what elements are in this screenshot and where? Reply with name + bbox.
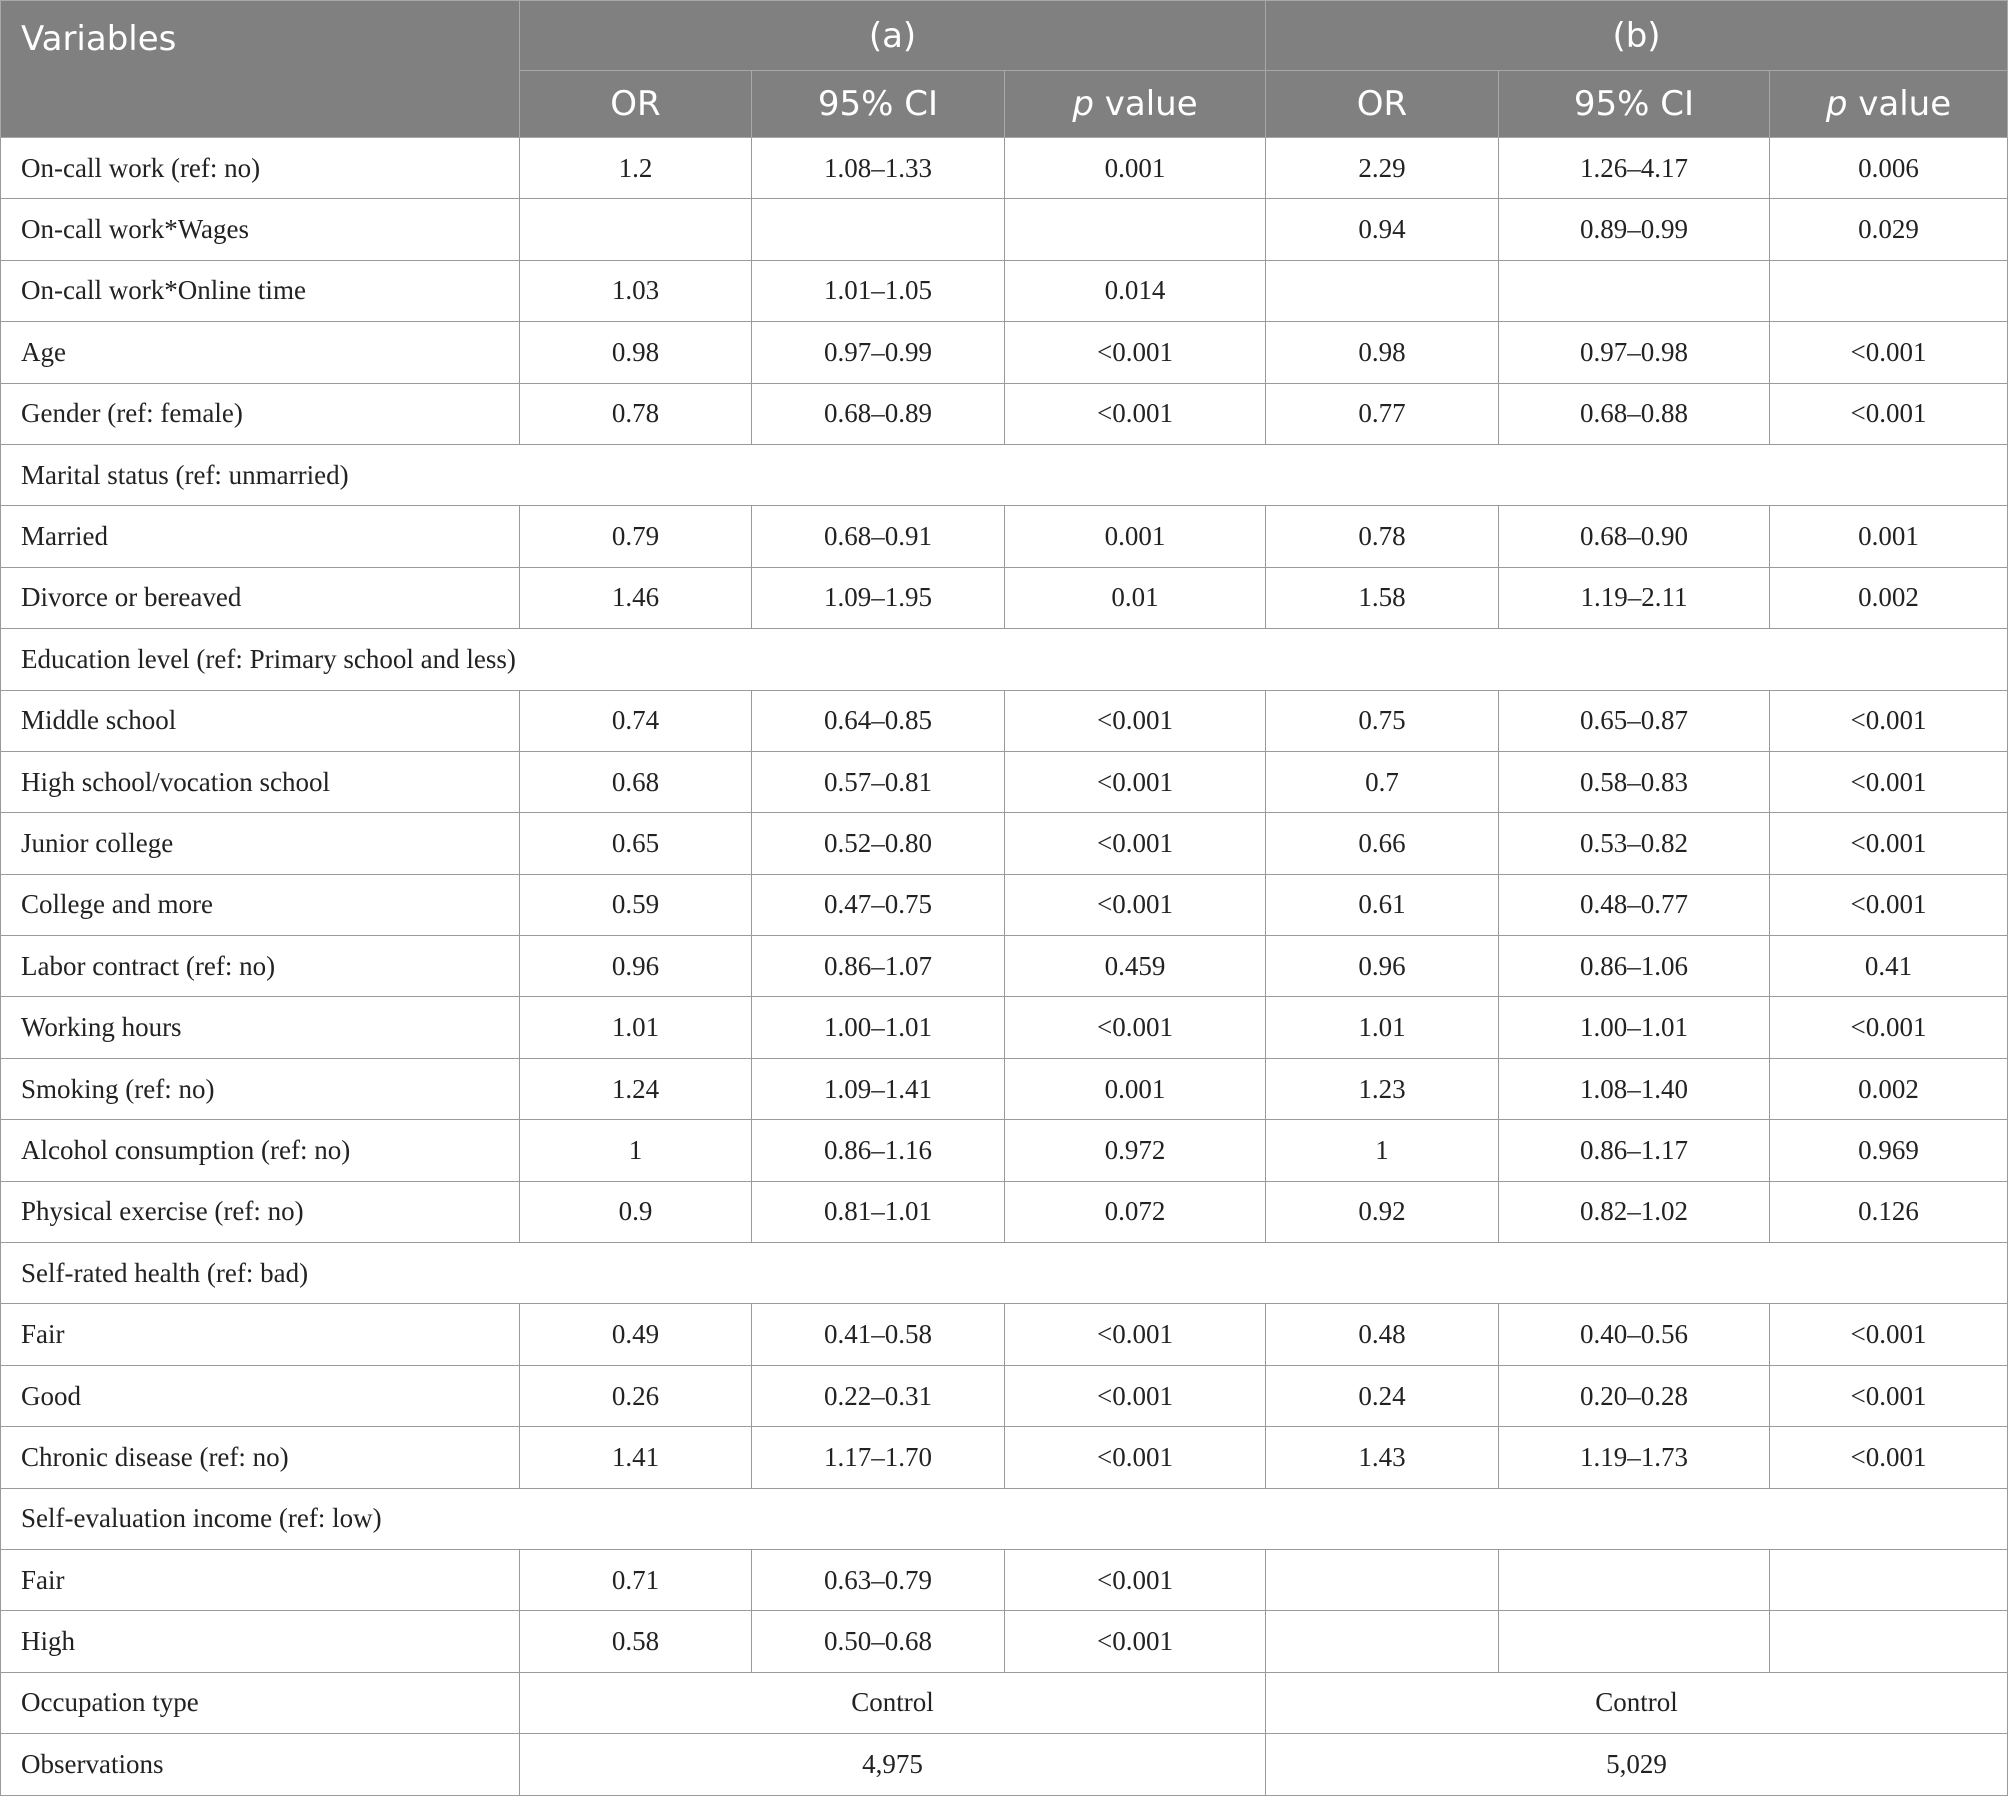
row-label: Age: [1, 322, 520, 383]
cell-p-value-a: <0.001: [1005, 997, 1266, 1058]
cell-p-value-a: 0.001: [1005, 138, 1266, 199]
cell-ci-a: 1.09–1.95: [752, 567, 1005, 628]
cell-ci-a: 0.52–0.80: [752, 813, 1005, 874]
cell-ci-a: 0.41–0.58: [752, 1304, 1005, 1365]
cell-or-b: 1.43: [1266, 1427, 1499, 1488]
cell-ci-b: 0.68–0.88: [1499, 383, 1770, 444]
cell-or-a: 1.01: [520, 997, 752, 1058]
cell-ci-a: 0.68–0.91: [752, 506, 1005, 567]
cell-p-value-a: <0.001: [1005, 383, 1266, 444]
section-label: Marital status (ref: unmarried): [1, 444, 2008, 505]
row-label: Working hours: [1, 997, 520, 1058]
header-group-a: (a): [520, 1, 1266, 71]
row-label: Alcohol consumption (ref: no): [1, 1120, 520, 1181]
table-row: [1, 322, 2008, 383]
cell-or-a: 0.78: [520, 383, 752, 444]
cell-ci-b: 1.19–2.11: [1499, 567, 1770, 628]
table-row: [1, 1181, 2008, 1242]
cell-ci-b: 1.19–1.73: [1499, 1427, 1770, 1488]
cell-p-value-a: <0.001: [1005, 1304, 1266, 1365]
cell-ci-b: 0.89–0.99: [1499, 199, 1770, 260]
cell-p-value-a: 0.459: [1005, 936, 1266, 997]
cell-or-a: 0.96: [520, 936, 752, 997]
cell-or-b: 0.78: [1266, 506, 1499, 567]
header-p-italic: p: [1825, 84, 1848, 124]
table-section-row: [1, 1488, 2008, 1549]
cell-or-a: 0.98: [520, 322, 752, 383]
cell-ci-b: 0.86–1.17: [1499, 1120, 1770, 1181]
cell-or-b: 0.48: [1266, 1304, 1499, 1365]
row-label: Labor contract (ref: no): [1, 936, 520, 997]
cell-p-value-a: <0.001: [1005, 1549, 1266, 1610]
section-label: Self-evaluation income (ref: low): [1, 1488, 2008, 1549]
table-row: [1, 936, 2008, 997]
cell-ci-b: 0.68–0.90: [1499, 506, 1770, 567]
cell-p-value-a: 0.01: [1005, 567, 1266, 628]
row-label: On-call work*Wages: [1, 199, 520, 260]
cell-ci-a: 1.09–1.41: [752, 1058, 1005, 1119]
cell-or-a: 0.58: [520, 1611, 752, 1672]
cell-p-value-b: 0.001: [1770, 506, 2008, 567]
cell-ci-a: 0.47–0.75: [752, 874, 1005, 935]
cell-p-value-b: 0.126: [1770, 1181, 2008, 1242]
cell-p-value-b: <0.001: [1770, 813, 2008, 874]
row-label: Divorce or bereaved: [1, 567, 520, 628]
table-row: [1, 1058, 2008, 1119]
cell-ci-a: [752, 199, 1005, 260]
cell-group-a: Control: [520, 1672, 1266, 1733]
cell-ci-b: 1.00–1.01: [1499, 997, 1770, 1058]
row-label: Middle school: [1, 690, 520, 751]
cell-or-a: 0.65: [520, 813, 752, 874]
table-row: [1, 506, 2008, 567]
cell-group-b: Control: [1266, 1672, 2008, 1733]
cell-ci-b: 0.53–0.82: [1499, 813, 1770, 874]
table-row: [1, 383, 2008, 444]
cell-ci-a: 1.01–1.05: [752, 260, 1005, 321]
cell-or-b: 1: [1266, 1120, 1499, 1181]
cell-p-value-a: <0.001: [1005, 813, 1266, 874]
cell-or-b: 0.24: [1266, 1365, 1499, 1426]
cell-ci-b: 0.86–1.06: [1499, 936, 1770, 997]
cell-or-b: [1266, 1549, 1499, 1610]
cell-ci-b: 0.65–0.87: [1499, 690, 1770, 751]
cell-or-a: 1.2: [520, 138, 752, 199]
cell-p-value-b: 0.002: [1770, 567, 2008, 628]
table-row: [1, 1549, 2008, 1610]
row-label: On-call work (ref: no): [1, 138, 520, 199]
header-p-a: [1005, 71, 1266, 138]
header-or-b: OR: [1266, 71, 1499, 138]
table-row: [1, 199, 2008, 260]
table-row: [1, 751, 2008, 812]
cell-ci-a: 0.97–0.99: [752, 322, 1005, 383]
row-label: On-call work*Online time: [1, 260, 520, 321]
cell-or-a: 1.41: [520, 1427, 752, 1488]
cell-p-value-a: 0.972: [1005, 1120, 1266, 1181]
header-p-b: [1770, 71, 2008, 138]
table-section-row: [1, 1243, 2008, 1304]
cell-p-value-b: [1770, 1611, 2008, 1672]
cell-ci-a: 1.17–1.70: [752, 1427, 1005, 1488]
cell-ci-b: 0.97–0.98: [1499, 322, 1770, 383]
cell-p-value-a: 0.001: [1005, 506, 1266, 567]
cell-p-value-b: <0.001: [1770, 322, 2008, 383]
cell-or-b: 0.98: [1266, 322, 1499, 383]
cell-or-b: 1.58: [1266, 567, 1499, 628]
cell-or-b: 1.01: [1266, 997, 1499, 1058]
table-row: [1, 1734, 2008, 1795]
cell-or-b: 0.7: [1266, 751, 1499, 812]
cell-or-b: 0.94: [1266, 199, 1499, 260]
cell-ci-a: 0.50–0.68: [752, 1611, 1005, 1672]
cell-ci-a: 0.68–0.89: [752, 383, 1005, 444]
cell-ci-b: 0.20–0.28: [1499, 1365, 1770, 1426]
cell-p-value-b: <0.001: [1770, 751, 2008, 812]
row-label: Gender (ref: female): [1, 383, 520, 444]
table-body: [1, 138, 2008, 1796]
table-row: [1, 1365, 2008, 1426]
cell-or-b: 0.77: [1266, 383, 1499, 444]
cell-p-value-b: <0.001: [1770, 997, 2008, 1058]
header-row-groups: [1, 1, 2008, 71]
table-header: [1, 1, 2008, 138]
row-label: College and more: [1, 874, 520, 935]
cell-ci-b: [1499, 1611, 1770, 1672]
row-label: High school/vocation school: [1, 751, 520, 812]
section-label: Self-rated health (ref: bad): [1, 1243, 2008, 1304]
cell-ci-a: 0.63–0.79: [752, 1549, 1005, 1610]
table-row: [1, 690, 2008, 751]
cell-ci-a: 0.57–0.81: [752, 751, 1005, 812]
cell-or-b: [1266, 260, 1499, 321]
cell-p-value-b: 0.002: [1770, 1058, 2008, 1119]
row-label: Fair: [1, 1304, 520, 1365]
header-ci-b: 95% CI: [1499, 71, 1770, 138]
row-label: Smoking (ref: no): [1, 1058, 520, 1119]
header-p-rest: value: [1093, 84, 1198, 124]
cell-ci-a: 1.08–1.33: [752, 138, 1005, 199]
row-label: Fair: [1, 1549, 520, 1610]
table-row: [1, 1304, 2008, 1365]
cell-ci-b: [1499, 260, 1770, 321]
cell-p-value-b: 0.029: [1770, 199, 2008, 260]
cell-or-a: 0.74: [520, 690, 752, 751]
table-row: [1, 997, 2008, 1058]
cell-ci-a: 0.81–1.01: [752, 1181, 1005, 1242]
header-p-italic: p: [1072, 84, 1094, 124]
header-group-b: (b): [1266, 1, 2008, 71]
cell-group-b: 5,029: [1266, 1734, 2008, 1795]
cell-or-a: 1.46: [520, 567, 752, 628]
cell-or-a: 0.26: [520, 1365, 752, 1426]
row-label: Good: [1, 1365, 520, 1426]
cell-or-a: 1.24: [520, 1058, 752, 1119]
cell-ci-b: 1.08–1.40: [1499, 1058, 1770, 1119]
cell-ci-b: 0.48–0.77: [1499, 874, 1770, 935]
cell-or-a: 0.49: [520, 1304, 752, 1365]
cell-p-value-a: <0.001: [1005, 874, 1266, 935]
cell-p-value-a: <0.001: [1005, 1365, 1266, 1426]
cell-p-value-a: <0.001: [1005, 1427, 1266, 1488]
header-variables: Variables: [1, 1, 520, 138]
cell-group-a: 4,975: [520, 1734, 1266, 1795]
cell-p-value-b: 0.41: [1770, 936, 2008, 997]
cell-or-a: 1.03: [520, 260, 752, 321]
table-row: [1, 1611, 2008, 1672]
cell-ci-a: 0.86–1.07: [752, 936, 1005, 997]
cell-or-a: 0.59: [520, 874, 752, 935]
cell-p-value-b: <0.001: [1770, 874, 2008, 935]
cell-p-value-a: <0.001: [1005, 751, 1266, 812]
header-ci-a: 95% CI: [752, 71, 1005, 138]
table-section-row: [1, 629, 2008, 690]
cell-p-value-b: <0.001: [1770, 383, 2008, 444]
table-row: [1, 813, 2008, 874]
cell-p-value-b: <0.001: [1770, 1427, 2008, 1488]
cell-p-value-b: 0.006: [1770, 138, 2008, 199]
cell-p-value-b: 0.969: [1770, 1120, 2008, 1181]
row-label: High: [1, 1611, 520, 1672]
header-p-rest: value: [1847, 84, 1952, 124]
cell-or-b: 0.66: [1266, 813, 1499, 874]
row-label: Chronic disease (ref: no): [1, 1427, 520, 1488]
row-label: Physical exercise (ref: no): [1, 1181, 520, 1242]
table-row: [1, 874, 2008, 935]
cell-or-b: 1.23: [1266, 1058, 1499, 1119]
cell-p-value-b: <0.001: [1770, 1304, 2008, 1365]
cell-or-a: [520, 199, 752, 260]
table-row: [1, 1427, 2008, 1488]
cell-or-b: [1266, 1611, 1499, 1672]
cell-p-value-a: 0.072: [1005, 1181, 1266, 1242]
cell-ci-a: 0.22–0.31: [752, 1365, 1005, 1426]
cell-or-a: 0.9: [520, 1181, 752, 1242]
cell-p-value-a: 0.001: [1005, 1058, 1266, 1119]
cell-ci-b: [1499, 1549, 1770, 1610]
cell-p-value-b: [1770, 1549, 2008, 1610]
table-row: [1, 138, 2008, 199]
table-row: [1, 1672, 2008, 1733]
row-label: Occupation type: [1, 1672, 520, 1733]
cell-or-a: 0.79: [520, 506, 752, 567]
cell-ci-b: 0.82–1.02: [1499, 1181, 1770, 1242]
cell-or-b: 0.92: [1266, 1181, 1499, 1242]
table-section-row: [1, 444, 2008, 505]
cell-ci-a: 0.86–1.16: [752, 1120, 1005, 1181]
cell-or-a: 0.71: [520, 1549, 752, 1610]
table-row: [1, 567, 2008, 628]
cell-or-b: 0.96: [1266, 936, 1499, 997]
table-row: [1, 260, 2008, 321]
row-label: Observations: [1, 1734, 520, 1795]
cell-ci-a: 1.00–1.01: [752, 997, 1005, 1058]
cell-or-b: 2.29: [1266, 138, 1499, 199]
section-label: Education level (ref: Primary school and less): [1, 629, 2008, 690]
cell-p-value-b: [1770, 260, 2008, 321]
cell-p-value-b: <0.001: [1770, 1365, 2008, 1426]
cell-or-a: 0.68: [520, 751, 752, 812]
cell-p-value-a: 0.014: [1005, 260, 1266, 321]
header-or-a: OR: [520, 71, 752, 138]
cell-ci-b: 0.58–0.83: [1499, 751, 1770, 812]
cell-p-value-a: <0.001: [1005, 690, 1266, 751]
cell-p-value-a: <0.001: [1005, 1611, 1266, 1672]
cell-p-value-a: [1005, 199, 1266, 260]
cell-ci-b: 0.40–0.56: [1499, 1304, 1770, 1365]
cell-p-value-b: <0.001: [1770, 690, 2008, 751]
table-row: [1, 1120, 2008, 1181]
cell-p-value-a: <0.001: [1005, 322, 1266, 383]
cell-or-b: 0.61: [1266, 874, 1499, 935]
row-label: Married: [1, 506, 520, 567]
cell-ci-a: 0.64–0.85: [752, 690, 1005, 751]
cell-or-a: 1: [520, 1120, 752, 1181]
cell-ci-b: 1.26–4.17: [1499, 138, 1770, 199]
cell-or-b: 0.75: [1266, 690, 1499, 751]
row-label: Junior college: [1, 813, 520, 874]
